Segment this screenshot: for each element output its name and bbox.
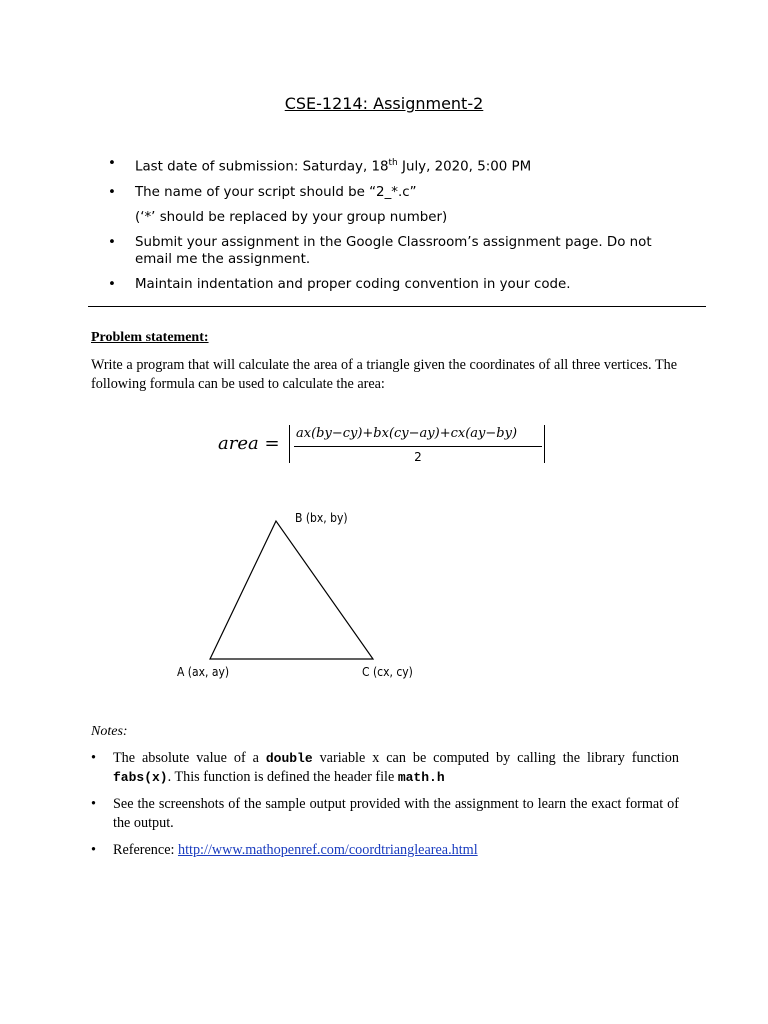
page-title: CSE-1214: Assignment-2 xyxy=(284,94,484,113)
note-text: The absolute value of a xyxy=(113,750,266,766)
bullet-icon: • xyxy=(108,156,116,171)
bullet-icon: • xyxy=(108,277,116,293)
group-number-note: (‘*’ should be replaced by your group number) xyxy=(135,210,448,226)
bullet-icon: • xyxy=(108,185,116,201)
reference-link[interactable]: http://www.mathopenref.com/coordtrianglearea.html xyxy=(177,842,478,858)
notes-heading: Notes: xyxy=(91,724,128,739)
bullet-icon: • xyxy=(91,842,96,858)
coding-convention-rule: Maintain indentation and proper coding convention in your code. xyxy=(135,277,571,293)
deadline-text: Last date of submission: Saturday, 18 xyxy=(135,159,389,175)
code-fabs: fabs(x) xyxy=(113,770,168,785)
list-item xyxy=(91,795,679,833)
problem-heading: Problem statement: xyxy=(91,330,209,345)
code-double: double xyxy=(265,751,313,766)
code-math-h: math.h xyxy=(397,770,445,785)
reference-label: Reference: xyxy=(113,842,178,858)
notes-list xyxy=(91,749,679,868)
vertex-b-label: B (bx, by) xyxy=(295,511,348,525)
list-item xyxy=(91,841,679,860)
list-item xyxy=(91,749,679,787)
bullet-icon: • xyxy=(108,235,116,251)
problem-body: Write a program that will calculate the area of a triangle given the coordinates of all three vertices. The following formula can be used to calculate the area: xyxy=(91,357,677,392)
ordinal-suffix: th xyxy=(388,158,398,168)
bullet-icon: • xyxy=(91,796,96,812)
note-text: variable x can be computed by calling the library function xyxy=(312,750,679,766)
submission-location-rule: Submit your assignment in the Google Classroom’s assignment page. Do not email me the assignment. xyxy=(135,235,652,268)
note-text: . This function is defined the header file xyxy=(167,769,398,785)
vertex-c-label: C (cx, cy) xyxy=(362,665,413,679)
formula-numerator: ax(by−cy)+bx(cy−ay)+cx(ay−by) xyxy=(296,426,518,441)
formula-lhs: area = xyxy=(218,433,280,454)
deadline-text-end: July, 2020, 5:00 PM xyxy=(397,159,532,175)
bullet-icon: • xyxy=(91,750,96,766)
formula-denominator: 2 xyxy=(414,450,422,464)
note-text: See the screenshots of the sample output provided with the assignment to learn the exact format of the output. xyxy=(113,796,679,831)
script-name-rule: The name of your script should be “2_*.c” xyxy=(135,185,417,201)
vertex-a-label: A (ax, ay) xyxy=(177,665,230,679)
triangle-shape xyxy=(210,521,373,659)
